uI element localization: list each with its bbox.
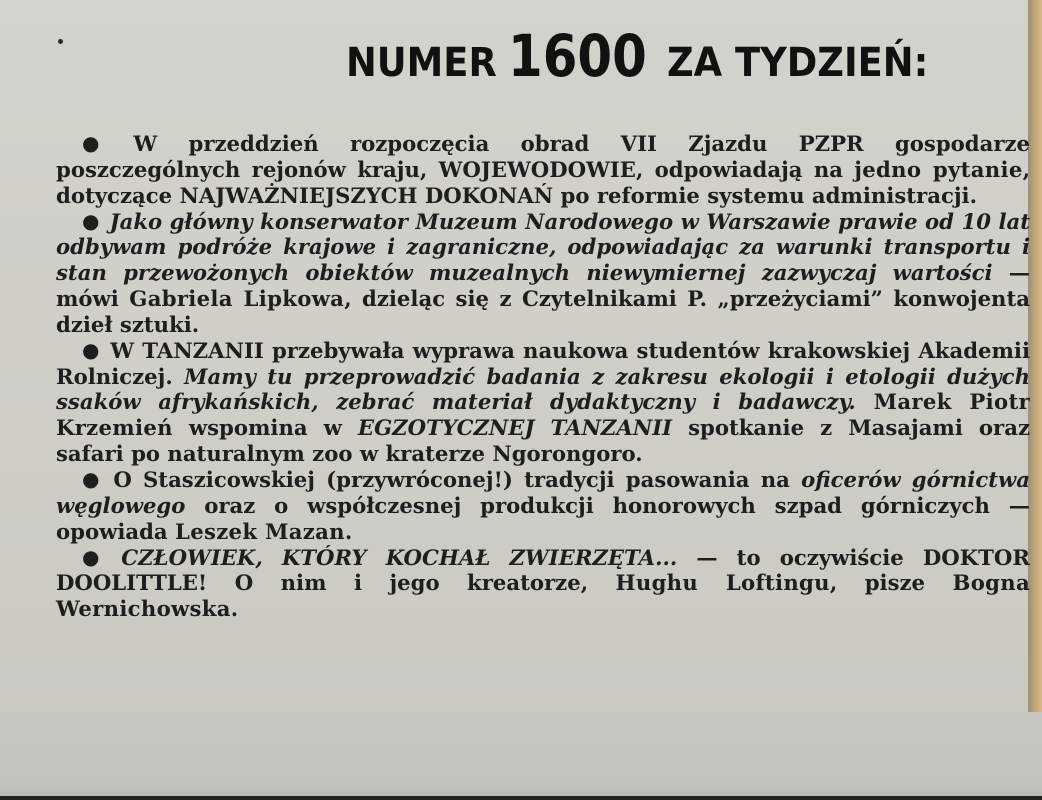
item-text: . (344, 518, 353, 544)
scan-edge-strip (1028, 0, 1042, 712)
item-author: Hughu Loftingu (615, 570, 830, 596)
item-author: Marek Piotr Krzemień (56, 389, 1030, 441)
item-author: Gabriela Lipkowa (129, 286, 345, 312)
item-text: wspomina w (172, 415, 358, 441)
item-tanzania (56, 338, 1030, 467)
item-text: O Staszicowskiej (przywróconej!) tradycji pasowania na (113, 466, 802, 492)
bullet-icon: ● (82, 466, 104, 491)
item-author: Leszek Mazan (175, 518, 345, 544)
bullet-icon: ● (82, 337, 101, 362)
item-konserwator (56, 209, 1030, 338)
bullet-icon: ● (82, 208, 100, 233)
item-gornictwo (56, 467, 1030, 545)
scan-bottom-margin (0, 712, 1042, 800)
headline-word-numer: NUMER (346, 40, 497, 86)
headline-number: 1600 (507, 22, 647, 90)
item-quote: Mamy tu przeprowadzić badania z zakresu ekologii i etologii dużych ssaków afrykańskich, zebrać materiał dydaktyczny i badawczy. (56, 363, 1030, 415)
item-author: Bogna Wernichowska (56, 570, 1030, 622)
item-text: , dzieląc się z Czytelnikami P. „przeżyciami” konwojenta dzieł sztuki. (56, 286, 1030, 337)
item-doolittle (56, 545, 1030, 623)
page-headline (346, 22, 1030, 88)
bullet-icon: ● (82, 544, 112, 569)
item-quote: Jako główny konserwator Muzeum Narodowego w Warszawie prawie od 10 lat odbywam podróże krajowe i zagraniczne, odpowiadając za warunki transportu i stan przewożonych obiektów muzealnych niewymiernej zazwyczaj wartości (56, 208, 1031, 286)
item-text: W przeddzień rozpoczęcia obrad VII Zjazdu PZPR gospodarze poszczególnych rejonów kraju, WOJEWODOWIE, odpowiadają na (56, 131, 1031, 182)
scan-bottom-border (0, 796, 1042, 800)
item-text: W TANZANII przebywała wyprawa naukowa studentów krakowskiej Akademii Rolniczej. (56, 337, 1031, 389)
article-body (56, 131, 1030, 622)
item-text: , pisze (829, 570, 953, 596)
item-text: . (230, 596, 239, 622)
bullet-icon: ● (82, 131, 124, 155)
headline-word-za-tydzien: ZA TYDZIEŃ: (667, 40, 929, 86)
item-wojewodowie (56, 131, 1030, 209)
item-text: — mówi (56, 260, 1030, 312)
item-emphasis: jedno pytanie (854, 156, 1023, 182)
item-text: — to oczywiście DOKTOR DOOLITTLE! O nim i jego kreatorze, (56, 544, 1030, 596)
item-title: CZŁOWIEK, KTÓRY KOCHAŁ ZWIERZĘTA... (121, 544, 678, 570)
print-speck (58, 39, 63, 44)
item-title: EGZOTYCZNEJ TANZANII (357, 415, 673, 441)
item-text: spotkanie z Masajami oraz safari po naturalnym zoo w kraterze Ngorongoro. (56, 415, 1030, 467)
item-text: , dotyczące NAJWAŻNIEJSZYCH DOKONAŃ po reformie systemu administracji. (56, 156, 1030, 208)
item-title: oficerów górnictwa węglowego (56, 466, 1031, 518)
item-text: oraz o współczesnej produkcji honorowych szpad górniczych — opowiada (56, 492, 1030, 544)
